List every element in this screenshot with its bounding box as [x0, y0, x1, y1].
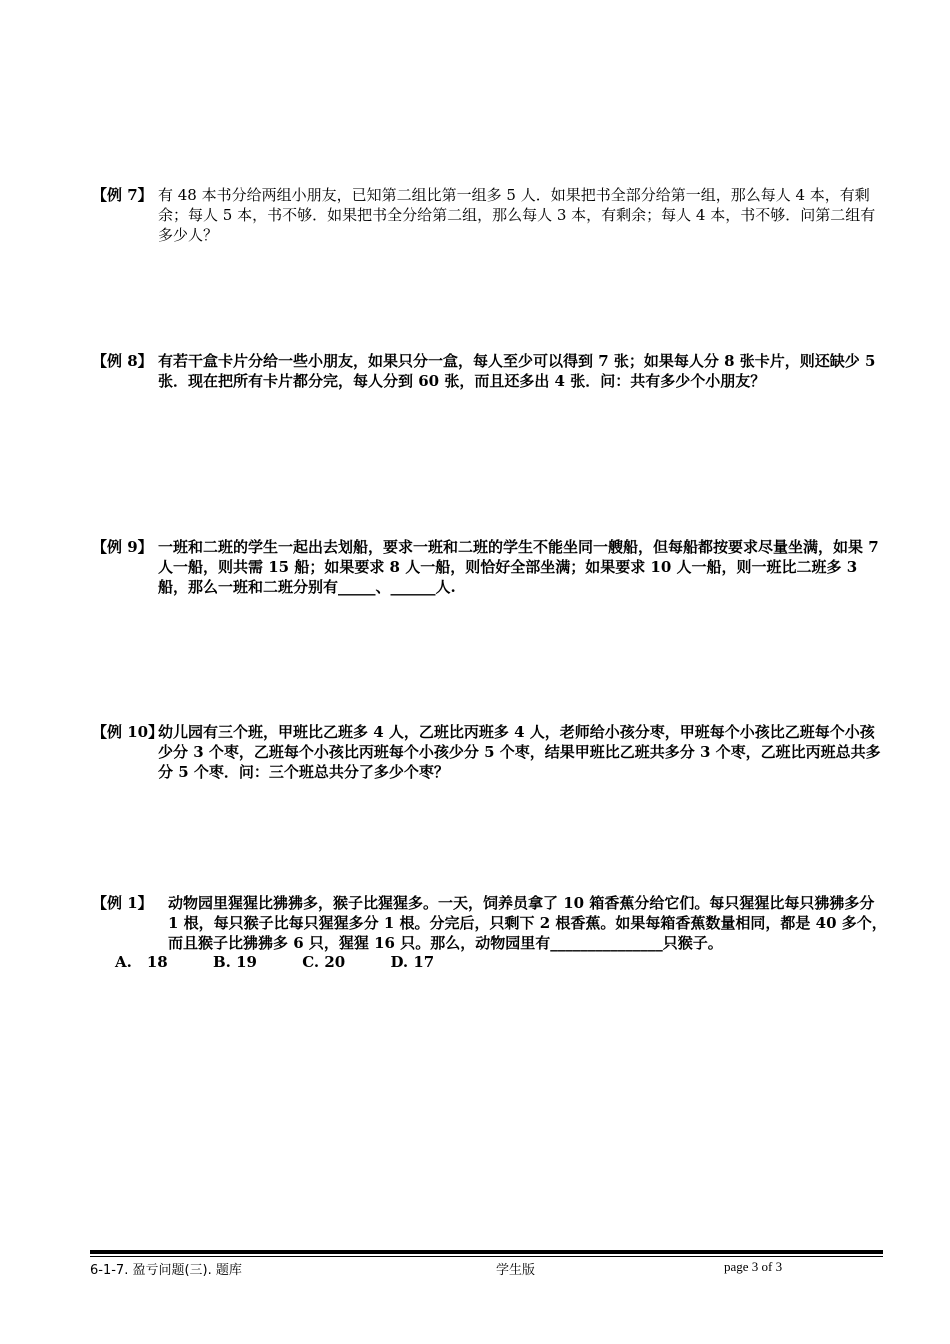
footer-page-number: page 3 of 3: [724, 1259, 783, 1274]
problem-label: 【例 8】: [92, 352, 153, 370]
problem-text: 一班和二班的学生一起出去划船，要求一班和二班的学生不能坐同一艘船，但每船都按要求尽量坐满，如果 7 人一船，则共需 15 船；如果要求 8 人一船，则恰好全部坐满；如果要求 10 人一船，则一班比二班多 3 船，那么一班和二班分别有_____、______人.: [158, 538, 879, 596]
answer-options: [115, 951, 474, 972]
option-a: A. 18: [115, 953, 168, 971]
footer-divider-thick: [90, 1250, 883, 1254]
option-c: C. 20: [302, 953, 346, 971]
problem-label: 【例 9】: [92, 538, 153, 556]
problem-label: 【例 7】: [92, 186, 153, 204]
problem-10: [92, 722, 887, 782]
footer-doc-title: 6-1-7. 盈亏问题(三). 题库: [90, 1263, 242, 1278]
problem-8: [92, 351, 887, 391]
problem-text: 有 48 本书分给两组小朋友，已知第二组比第一组多 5 人．如果把书全部分给第一组，那么每人 4 本，有剩余；每人 5 本，书不够．如果把书全分给第二组，那么每人 3 本，有剩余；每人 4 本，书不够．问第二组有多少人？: [158, 186, 876, 244]
option-d: D. 17: [390, 953, 435, 971]
footer-divider-thin: [90, 1256, 883, 1257]
problem-text: 动物园里猩猩比狒狒多，猴子比猩猩多。一天，饲养员拿了 10 箱香蕉分给它们。每只猩猩比每只狒狒多分 1 根，每只猴子比每只猩猩多分 1 根。分完后，只剩下 2 根香蕉。如果每箱香蕉数量相同，都是 40 多个，而且猴子比狒狒多 6 只，猩猩 16 只。那么，动物园里有_______________只猴子。: [168, 894, 887, 952]
problem-text: 幼儿园有三个班，甲班比乙班多 4 人，乙班比丙班多 4 人，老师给小孩分枣，甲班每个小孩比乙班每个小孩少分 3 个枣，乙班每个小孩比丙班每个小孩少分 5 个枣，结果甲班比乙班共多分 3 个枣，乙班比丙班总共多分 5 个枣．问：三个班总共分了多少个枣？: [158, 723, 881, 781]
problem-label: 【例 1】: [92, 894, 153, 912]
problem-text: 有若干盒卡片分给一些小朋友，如果只分一盒，每人至少可以得到 7 张；如果每人分 8 张卡片，则还缺少 5 张．现在把所有卡片都分完，每人分到 60 张，而且还多出 4 张．问：共有多少个小朋友？: [158, 352, 876, 390]
problem-7: [92, 185, 887, 245]
problem-1: [92, 893, 887, 953]
footer-edition: 学生版: [496, 1263, 536, 1278]
option-b: B. 19: [212, 953, 257, 971]
problem-label: 【例 10】: [92, 723, 164, 741]
problem-9: [92, 537, 887, 597]
